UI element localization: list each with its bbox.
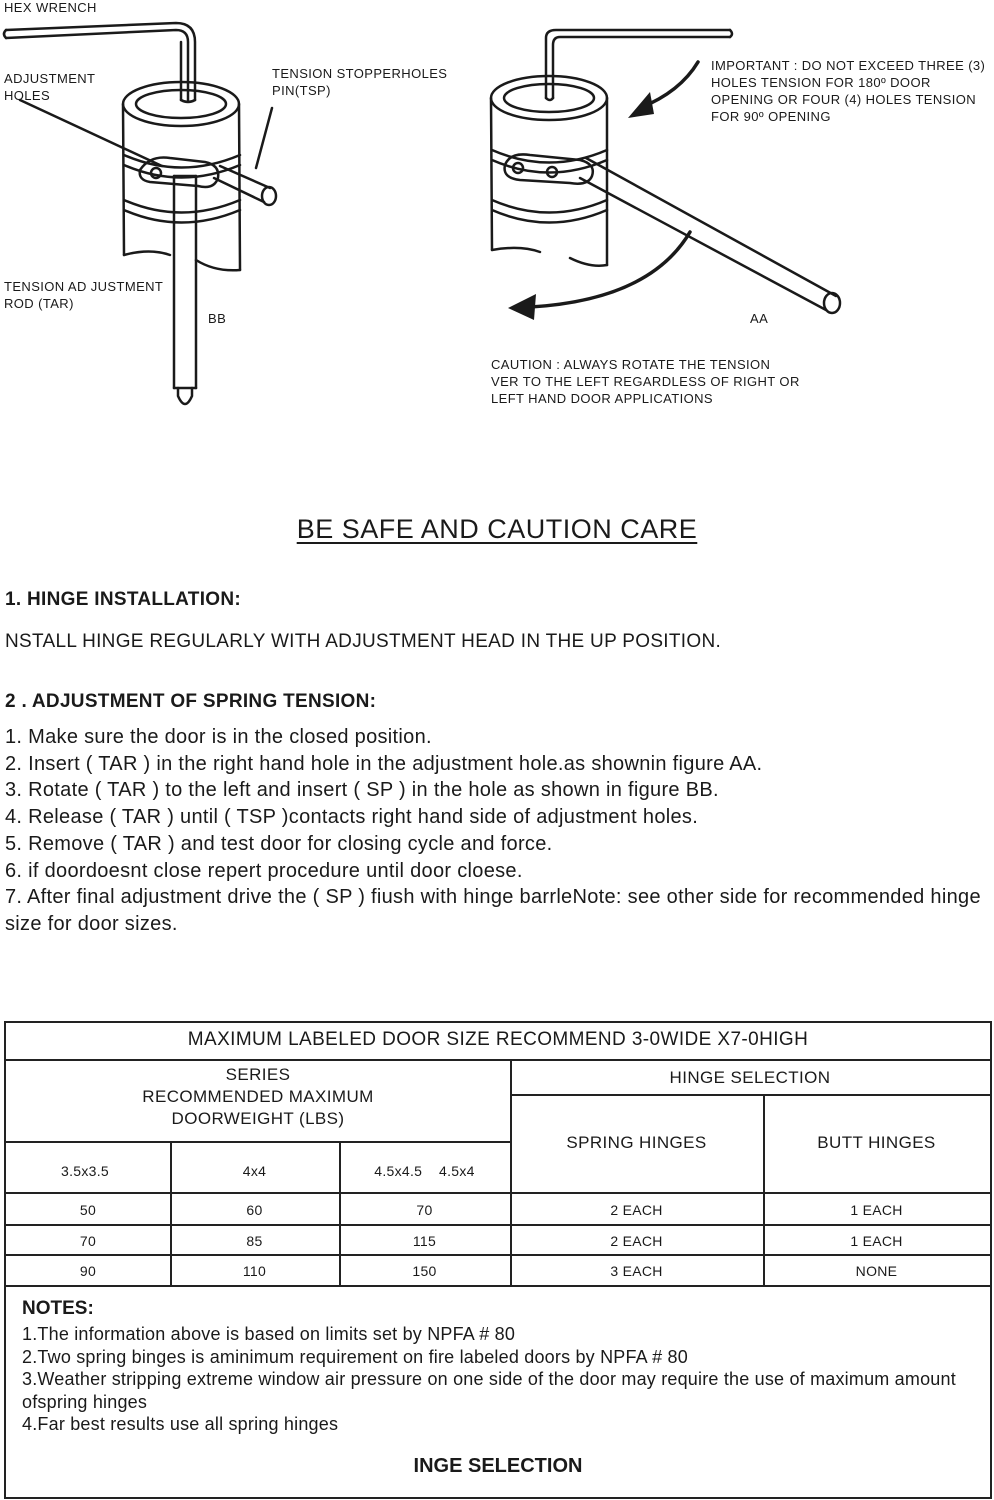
tension-stopper-label: TENSION STOPPERHOLES PIN(TSP) xyxy=(272,66,448,98)
page-heading: BE SAFE AND CAUTION CARE xyxy=(296,514,698,544)
figure-bb-label: BB xyxy=(208,311,227,326)
adjustment-holes-label: ADJUSTMENT HOLES xyxy=(4,71,96,103)
size-col-header: 3.5x3.5 xyxy=(60,1163,110,1179)
step-item: 1. Make sure the door is in the closed position. xyxy=(5,726,432,748)
arrowhead-top xyxy=(628,92,654,118)
butt-hinges-header: BUTT HINGES xyxy=(817,1133,936,1152)
table-title: MAXIMUM LABELED DOOR SIZE RECOMMEND 3-0WIDE X7-0HIGH xyxy=(187,1029,809,1050)
hinge-barrel-right xyxy=(491,76,607,266)
notes-list xyxy=(22,1323,962,1436)
spring-hinges-header: SPRING HINGES xyxy=(566,1133,707,1152)
hex-wrench-label: HEX WRENCH xyxy=(4,0,97,15)
section2-title: 2 . ADJUSTMENT OF SPRING TENSION: xyxy=(5,691,377,712)
notes-footer: INGE SELECTION xyxy=(413,1455,583,1477)
hex-wrench-right xyxy=(546,30,732,100)
note-item: 1.The information above is based on limits set by NPFA # 80 xyxy=(22,1324,516,1344)
notes-title: NOTES: xyxy=(22,1298,94,1319)
step-item: 3. Rotate ( TAR ) to the left and insert ( SP ) in the hole as shown in figure BB. xyxy=(5,779,719,802)
steps-list xyxy=(5,724,985,938)
section1-title: 1. HINGE INSTALLATION: xyxy=(5,589,242,610)
rotation-arrow-bottom xyxy=(530,232,690,307)
caution-note: CAUTION : ALWAYS ROTATE THE TENSION VER TO THE LEFT REGARDLESS OF RIGHT OR LEFT HAND DOOR APPLICATIONS xyxy=(491,357,800,406)
step-item: 7. After final adjustment drive the ( SP ) fiush with hinge barrleNote: see other side for recommended hinge size for door sizes. xyxy=(5,886,981,935)
step-item: 2. Insert ( TAR ) in the right hand hole in the adjustment hole.as shownin figure AA. xyxy=(5,752,763,775)
step-item: 5. Remove ( TAR ) and test door for closing cycle and force. xyxy=(5,832,553,855)
figure-aa-label: AA xyxy=(750,311,769,326)
size-col-header: 4.5x4.5 4.5x4 xyxy=(374,1163,475,1179)
note-item: 3.Weather stripping extreme window air pressure on one side of the door may require the use of maximum amount ofspring hinges xyxy=(22,1369,956,1412)
step-item: 6. if doordoesnt close repert procedure until door cloese. xyxy=(5,859,523,882)
note-item: 4.Far best results use all spring hinges xyxy=(22,1414,339,1434)
section1-text: NSTALL HINGE REGULARLY WITH ADJUSTMENT HEAD IN THE UP POSITION. xyxy=(5,631,722,652)
arrowhead-bottom xyxy=(508,294,536,320)
hinge-selection-header: HINGE SELECTION xyxy=(669,1068,831,1087)
note-item: 2.Two spring binges is aminimum requirement on fire labeled doors by NPFA # 80 xyxy=(22,1346,688,1367)
important-note: IMPORTANT : DO NOT EXCEED THREE (3) HOLES TENSION FOR 180º DOOR OPENING OR FOUR (4) HOLES TENSION FOR 90º OPENING xyxy=(711,58,986,124)
tension-adjustment-rod xyxy=(174,176,196,404)
tension-rod-label: TENSION AD JUSTMENT ROD (TAR) xyxy=(4,279,164,311)
series-header: SERIES RECOMMENDED MAXIMUM DOORWEIGHT (LBS) xyxy=(142,1065,374,1128)
size-col-header: 4x4 xyxy=(242,1163,267,1179)
hinge-table: MAXIMUM LABELED DOOR SIZE RECOMMEND 3-0WIDE X7-0HIGH SERIES RECOMMENDED MAXIMUM DOORWEIGHT (LBS) HINGE SELECTION SPRING HINGES BUTT HINGES 3.5x3.5 4x4 4.5x4.5 4.5x4 50 60 70 2 EACH 1 EACH 70 85 115 2 EACH 1 EACH 90 110 150 3 EACH NONE NOTES: 1.The information above is based on limits set by NPFA # 80 2.Two spring binges is aminimum requirement on fire labeled doors by NPFA # 80 3.Weather stripping extreme window air pressure on one side of the door may require the use of maximum amount ofspring hinges 4.Far best results use all spring hinges INGE SELECTION xyxy=(4,1021,992,1499)
step-item: 4. Release ( TAR ) until ( TSP )contacts right hand side of adjustment holes. xyxy=(5,806,699,829)
